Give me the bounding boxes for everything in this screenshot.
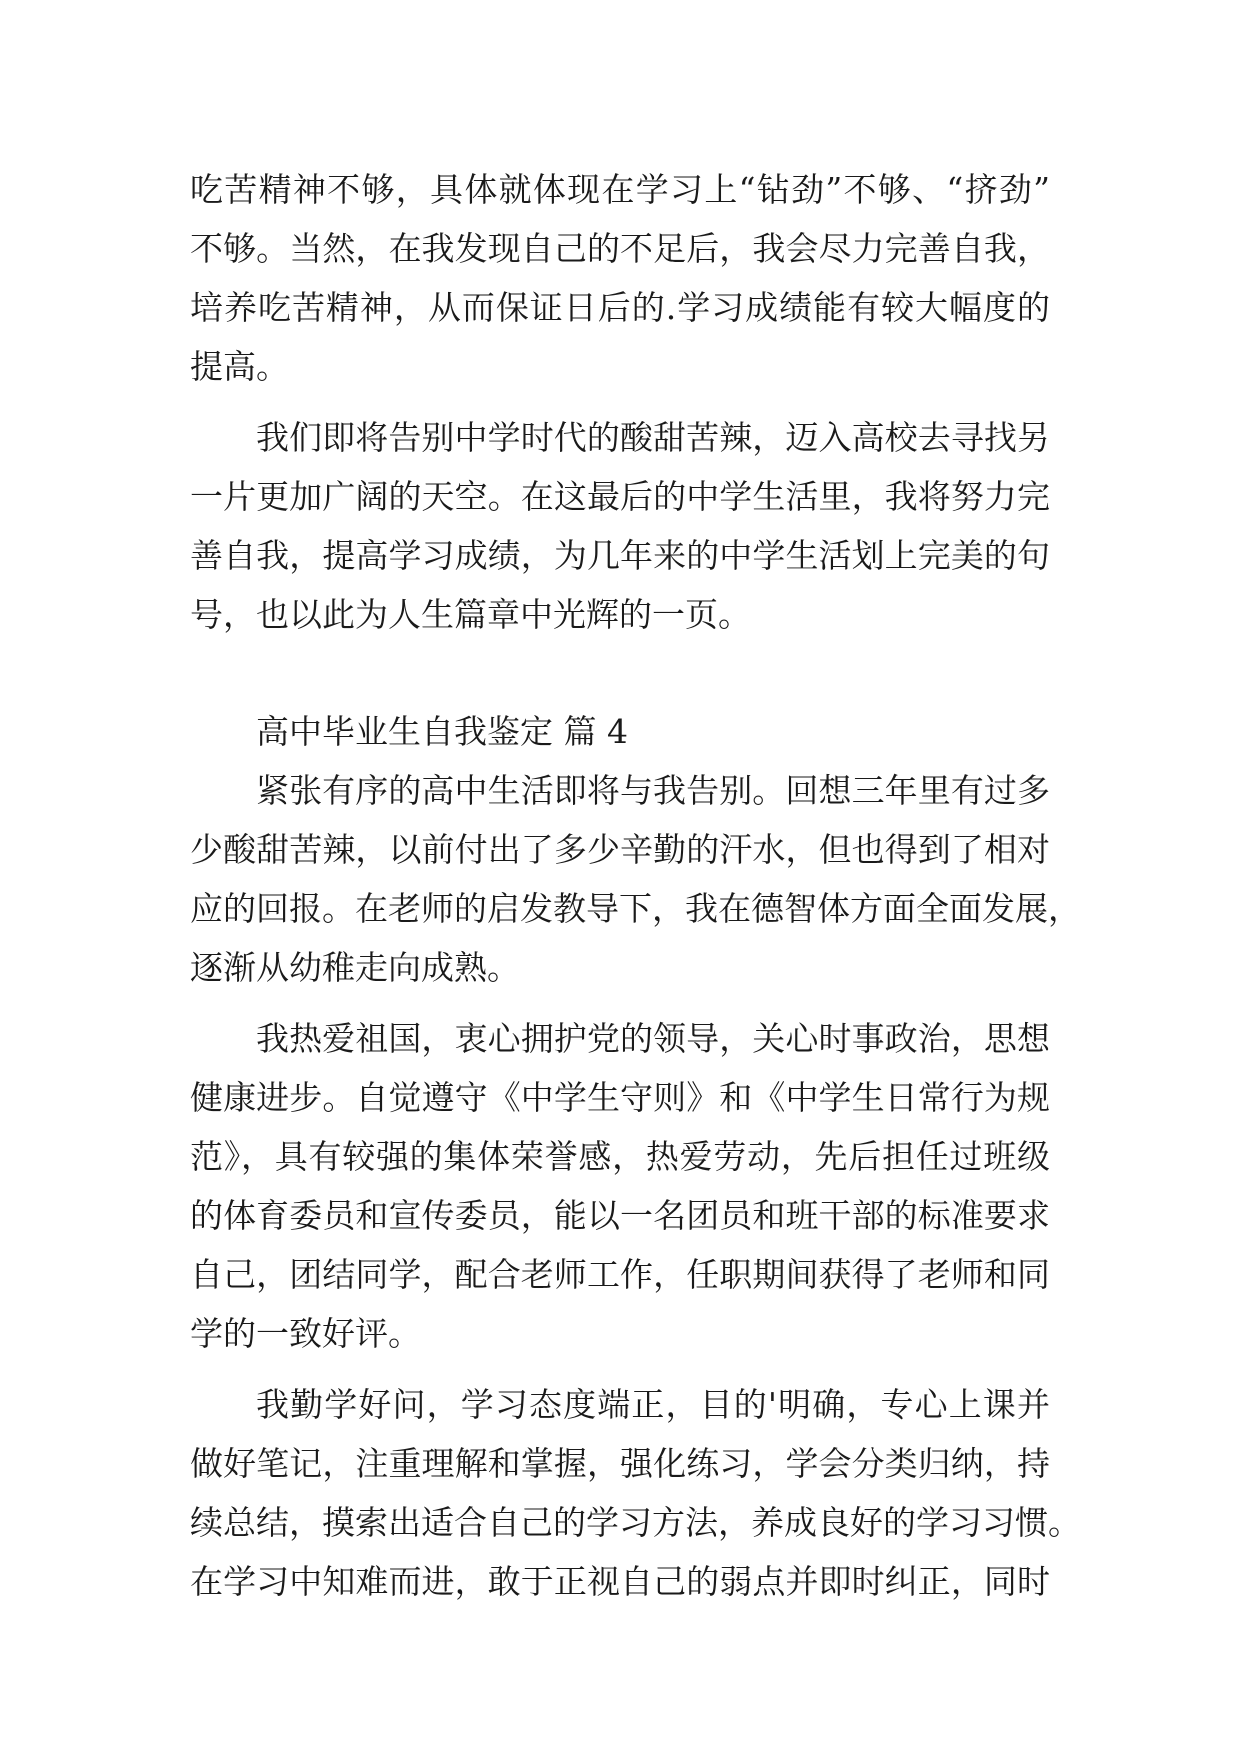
paragraph-3: [190, 761, 1081, 997]
paragraph-line: 培养吃苦精神，从而保证日后的.学习成绩能有较大幅度的: [190, 288, 1050, 327]
paragraph-line: 吃苦精神不够，具体就体现在学习上“钻劲”不够、“挤劲”: [190, 170, 1050, 209]
paragraph-line: 不够。当然，在我发现自己的不足后，我会尽力完善自我，: [190, 229, 1050, 268]
paragraph-line: 的体育委员和宣传委员，能以一名团员和班干部的标准要求: [190, 1196, 1050, 1235]
paragraph-4: [190, 1009, 1050, 1363]
paragraph-line: 自己，团结同学，配合老师工作，任职期间获得了老师和同: [190, 1255, 1050, 1294]
paragraph-line: 我们即将告别中学时代的酸甜苦辣，迈入高校去寻找另: [256, 418, 1050, 457]
section-heading: 高中毕业生自我鉴定 篇 4: [256, 712, 628, 751]
paragraph-line: 学的一致好评。: [190, 1314, 421, 1353]
paragraph-line: 逐渐从幼稚走向成熟。: [190, 948, 520, 987]
paragraph-line: 做好笔记，注重理解和掌握，强化练习，学会分类归纳，持: [190, 1444, 1050, 1483]
paragraph-line: 健康进步。自觉遵守《中学生守则》和《中学生日常行为规: [190, 1078, 1050, 1117]
paragraph-line: 紧张有序的高中生活即将与我告别。回想三年里有过多: [256, 771, 1050, 810]
paragraph-1: [190, 160, 1050, 396]
paragraph-5: [190, 1375, 1081, 1611]
paragraph-line: 提高。: [190, 347, 289, 386]
paragraph-line: 一片更加广阔的天空。在这最后的中学生活里，我将努力完: [190, 477, 1050, 516]
paragraph-line: 续总结，摸索出适合自己的学习方法，养成良好的学习习惯。: [190, 1503, 1081, 1542]
paragraph-line: 少酸甜苦辣，以前付出了多少辛勤的汗水，但也得到了相对: [190, 830, 1050, 869]
paragraph-2: [190, 408, 1050, 644]
paragraph-line: 在学习中知难而进，敢于正视自己的弱点并即时纠正，同时: [190, 1562, 1050, 1601]
paragraph-line: 善自我，提高学习成绩，为几年来的中学生活划上完美的句: [190, 536, 1050, 575]
paragraph-line: 应的回报。在老师的启发教导下，我在德智体方面全面发展，: [190, 889, 1081, 928]
paragraph-line: 号，也以此为人生篇章中光辉的一页。: [190, 595, 751, 634]
paragraph-line: 我热爱祖国，衷心拥护党的领导，关心时事政治，思想: [256, 1019, 1050, 1058]
document-body: [190, 160, 1081, 1611]
paragraph-line: 范》，具有较强的集体荣誉感，热爱劳动，先后担任过班级: [190, 1137, 1050, 1176]
paragraph-line: 我勤学好问，学习态度端正，目的'明确，专心上课并: [256, 1385, 1050, 1424]
